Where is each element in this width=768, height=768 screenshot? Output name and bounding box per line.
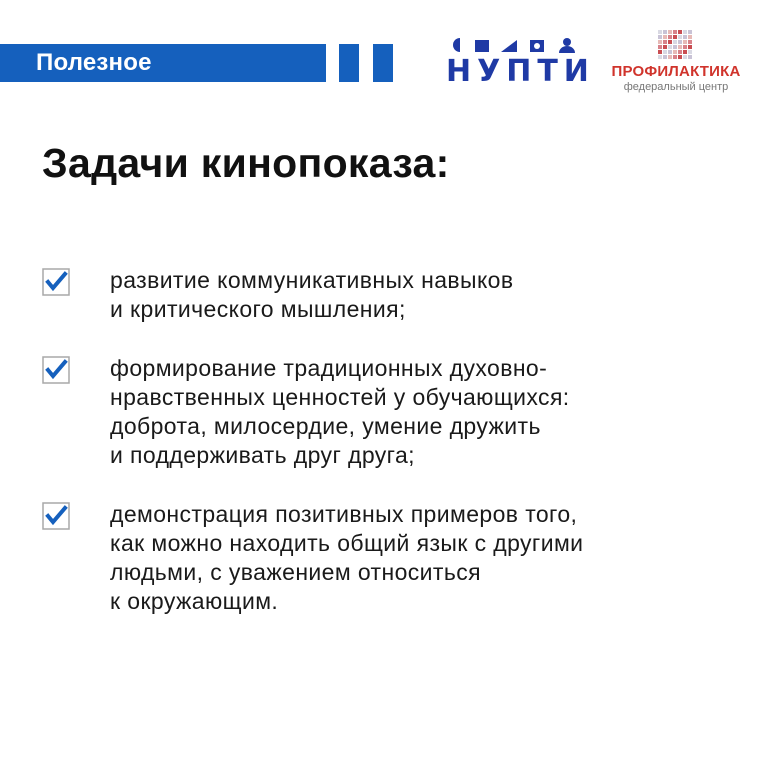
grid-cell xyxy=(663,35,667,39)
task-text: демонстрация позитивных примеров того, как можно находить общий язык с другими людьми, с уважением относиться к окружающим. xyxy=(110,501,584,614)
nupti-logo xyxy=(446,34,595,89)
grid-cell xyxy=(673,55,677,59)
grid-cell xyxy=(668,45,672,49)
grid-cell xyxy=(688,40,692,44)
grid-cell xyxy=(658,55,662,59)
grid-cell xyxy=(678,40,682,44)
grid-cell xyxy=(683,40,687,44)
nupti-wordmark: НУПТИ xyxy=(446,54,595,89)
grid-cell xyxy=(688,50,692,54)
grid-cell xyxy=(663,50,667,54)
grid-cell xyxy=(663,40,667,44)
grid-cell xyxy=(668,35,672,39)
grid-cell xyxy=(678,30,682,34)
nupti-shapes-icon xyxy=(446,34,582,54)
profilaktika-logo xyxy=(600,30,752,94)
grid-cell xyxy=(658,40,662,44)
grid-cell xyxy=(688,35,692,39)
grid-cell xyxy=(673,50,677,54)
grid-cell xyxy=(663,45,667,49)
checkbox-checked-icon xyxy=(42,502,70,530)
checkbox-checked-icon xyxy=(42,356,70,384)
grid-cell xyxy=(683,45,687,49)
grid-cell xyxy=(678,45,682,49)
grid-cell xyxy=(658,35,662,39)
grid-cell xyxy=(678,55,682,59)
grid-cell xyxy=(658,30,662,34)
grid-cell xyxy=(673,40,677,44)
grid-cell xyxy=(683,55,687,59)
page-title: Задачи кинопоказа: xyxy=(42,140,450,186)
decorative-bar xyxy=(339,44,359,82)
grid-cell xyxy=(668,50,672,54)
grid-cell xyxy=(658,50,662,54)
grid-cell xyxy=(688,55,692,59)
grid-cell xyxy=(683,30,687,34)
grid-cell xyxy=(668,40,672,44)
grid-cell xyxy=(668,55,672,59)
task-text: формирование традиционных духовно- нравственных ценностей у обучающихся: доброта, милосердие, умение дружить и поддерживать друг друга; xyxy=(110,355,570,468)
section-label: Полезное xyxy=(36,49,152,76)
grid-cell xyxy=(678,50,682,54)
profilaktika-name: ПРОФИЛАКТИКА xyxy=(611,63,741,80)
grid-cell xyxy=(658,45,662,49)
grid-cell xyxy=(668,30,672,34)
grid-cell xyxy=(673,30,677,34)
grid-cell xyxy=(663,30,667,34)
profilaktika-subtitle: федеральный центр xyxy=(623,81,729,93)
grid-cell xyxy=(678,35,682,39)
task-text: развитие коммуникативных навыков и критического мышления; xyxy=(110,267,514,322)
grid-cell xyxy=(683,35,687,39)
checkbox-checked-icon xyxy=(42,268,70,296)
grid-cell xyxy=(673,35,677,39)
grid-cell xyxy=(683,50,687,54)
grid-cell xyxy=(688,45,692,49)
grid-cell xyxy=(663,55,667,59)
grid-cell xyxy=(673,45,677,49)
section-banner xyxy=(0,44,326,82)
grid-emblem-icon xyxy=(658,30,694,60)
decorative-bar xyxy=(373,44,393,82)
grid-cell xyxy=(688,30,692,34)
